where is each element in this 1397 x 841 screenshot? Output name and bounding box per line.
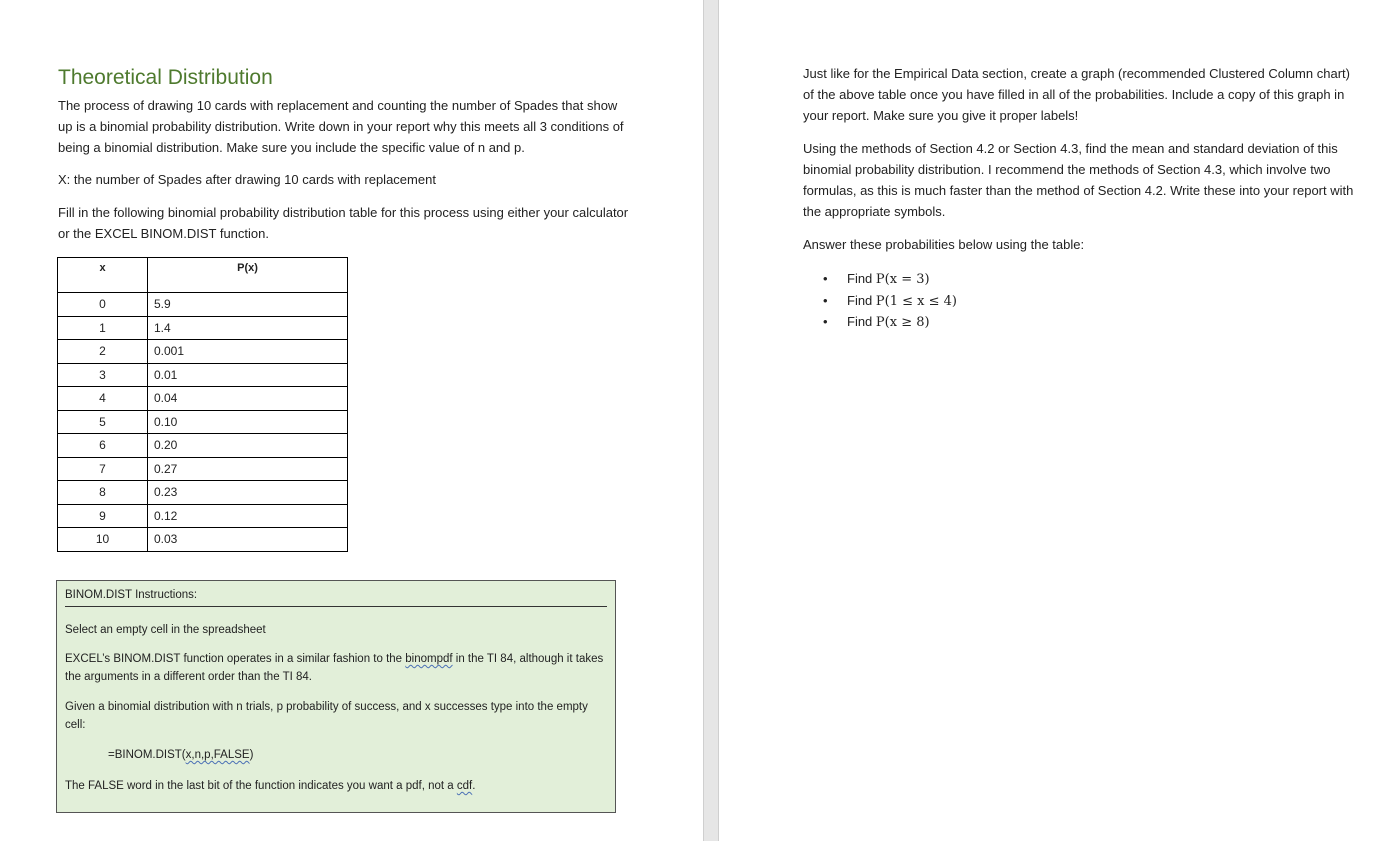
table-row xyxy=(58,481,348,505)
table-row xyxy=(58,410,348,434)
document-page-right xyxy=(719,0,1397,841)
question-math: P(x ≥ 8) xyxy=(875,315,930,330)
cell-p[interactable]: 0.001 xyxy=(148,340,348,364)
cell-x[interactable]: 3 xyxy=(58,363,148,387)
cell-x[interactable]: 7 xyxy=(58,457,148,481)
table-row xyxy=(58,340,348,364)
table-row xyxy=(58,363,348,387)
list-item xyxy=(823,311,957,333)
instructions-line-excel xyxy=(65,650,610,686)
header-px: P(x) xyxy=(148,258,348,293)
line-text: . xyxy=(472,780,476,792)
variable-definition: X: the number of Spades after drawing 10 cards with replacement xyxy=(58,172,436,187)
table-row xyxy=(58,457,348,481)
table-row xyxy=(58,316,348,340)
instructions-line-false xyxy=(65,777,610,795)
cell-p[interactable]: 0.10 xyxy=(148,410,348,434)
table-row xyxy=(58,528,348,552)
distribution-table xyxy=(57,257,348,552)
spellcheck-word: cdf xyxy=(456,780,473,792)
line-text: in the TI 84, although it takes the arguments in a different order than the TI 84. xyxy=(65,653,604,683)
instructions-heading: BINOM.DIST Instructions: xyxy=(65,589,607,607)
table-row xyxy=(58,387,348,411)
bullet-icon: • xyxy=(823,314,828,329)
bullet-icon: • xyxy=(823,271,828,286)
binom-instructions-box xyxy=(56,580,616,813)
graph-instruction: Just like for the Empirical Data section, create a graph (recommended Clustered Column chart) of the above table once you have filled in all of the probabilities. Include a copy of this graph in your report. Make sure you give it proper labels! xyxy=(803,66,1350,123)
instructions-line-select: Select an empty cell in the spreadsheet xyxy=(65,624,266,636)
page-gutter xyxy=(703,0,719,841)
list-item xyxy=(823,290,957,312)
cell-p[interactable]: 0.04 xyxy=(148,387,348,411)
probabilities-intro: Answer these probabilities below using the table: xyxy=(803,237,1085,252)
header-x: x xyxy=(58,258,148,293)
question-math: P(1 ≤ x ≤ 4) xyxy=(875,293,957,309)
cell-p[interactable]: 5.9 xyxy=(148,293,348,317)
formula-line xyxy=(108,746,653,764)
cell-x[interactable]: 8 xyxy=(58,481,148,505)
question-prefix: Find xyxy=(847,271,876,286)
cell-x[interactable]: 0 xyxy=(58,293,148,317)
table-header-row xyxy=(58,258,348,293)
cell-p[interactable]: 0.12 xyxy=(148,504,348,528)
cell-x[interactable]: 4 xyxy=(58,387,148,411)
line-text: EXCEL’s BINOM.DIST function operates in a similar fashion to the xyxy=(65,653,406,665)
question-prefix: Find xyxy=(847,292,876,308)
fill-instruction: Fill in the following binomial probability distribution table for this process using either your calculator or the EXCEL BINOM.DIST function. xyxy=(58,205,629,241)
cell-p[interactable]: 0.20 xyxy=(148,434,348,458)
mean-sd-instruction: Using the methods of Section 4.2 or Section 4.3, find the mean and standard deviation of this binomial probability distribution. I recommend the methods of Section 4.3, which involve two formulas, as this is much faster than the method of Section 4.2. Write these into your report with the appropriate symbols. xyxy=(803,141,1354,219)
question-math: P(x = 3) xyxy=(875,272,930,287)
formula-text: =BINOM.DIST( xyxy=(108,749,186,761)
instructions-line-given: Given a binomial distribution with n trials, p probability of success, and x successes type into the empty cell: xyxy=(65,701,588,731)
formula-args: x,n,p,FALSE xyxy=(185,749,250,761)
cell-p[interactable]: 1.4 xyxy=(148,316,348,340)
line-text: The FALSE word in the last bit of the function indicates you want a pdf, not a xyxy=(65,780,457,792)
spellcheck-word: binompdf xyxy=(405,653,453,665)
cell-x[interactable]: 2 xyxy=(58,340,148,364)
cell-p[interactable]: 0.23 xyxy=(148,481,348,505)
table-row xyxy=(58,504,348,528)
intro-paragraph: The process of drawing 10 cards with replacement and counting the number of Spades that show up is a binomial probability distribution. Write down in your report why this meets all 3 conditions of being a binomial distribution. Make sure you include the specific value of n and p. xyxy=(58,98,624,155)
cell-x[interactable]: 6 xyxy=(58,434,148,458)
section-title: Theoretical Distribution xyxy=(58,66,273,89)
cell-p[interactable]: 0.27 xyxy=(148,457,348,481)
cell-x[interactable]: 9 xyxy=(58,504,148,528)
cell-x[interactable]: 10 xyxy=(58,528,148,552)
formula-text: ) xyxy=(249,749,254,761)
table-row xyxy=(58,293,348,317)
cell-p[interactable]: 0.01 xyxy=(148,363,348,387)
probability-questions xyxy=(823,268,957,333)
cell-x[interactable]: 1 xyxy=(58,316,148,340)
cell-p[interactable]: 0.03 xyxy=(148,528,348,552)
cell-x[interactable]: 5 xyxy=(58,410,148,434)
question-prefix: Find xyxy=(847,314,876,329)
bullet-icon: • xyxy=(823,292,828,308)
list-item xyxy=(823,268,957,290)
table-row xyxy=(58,434,348,458)
